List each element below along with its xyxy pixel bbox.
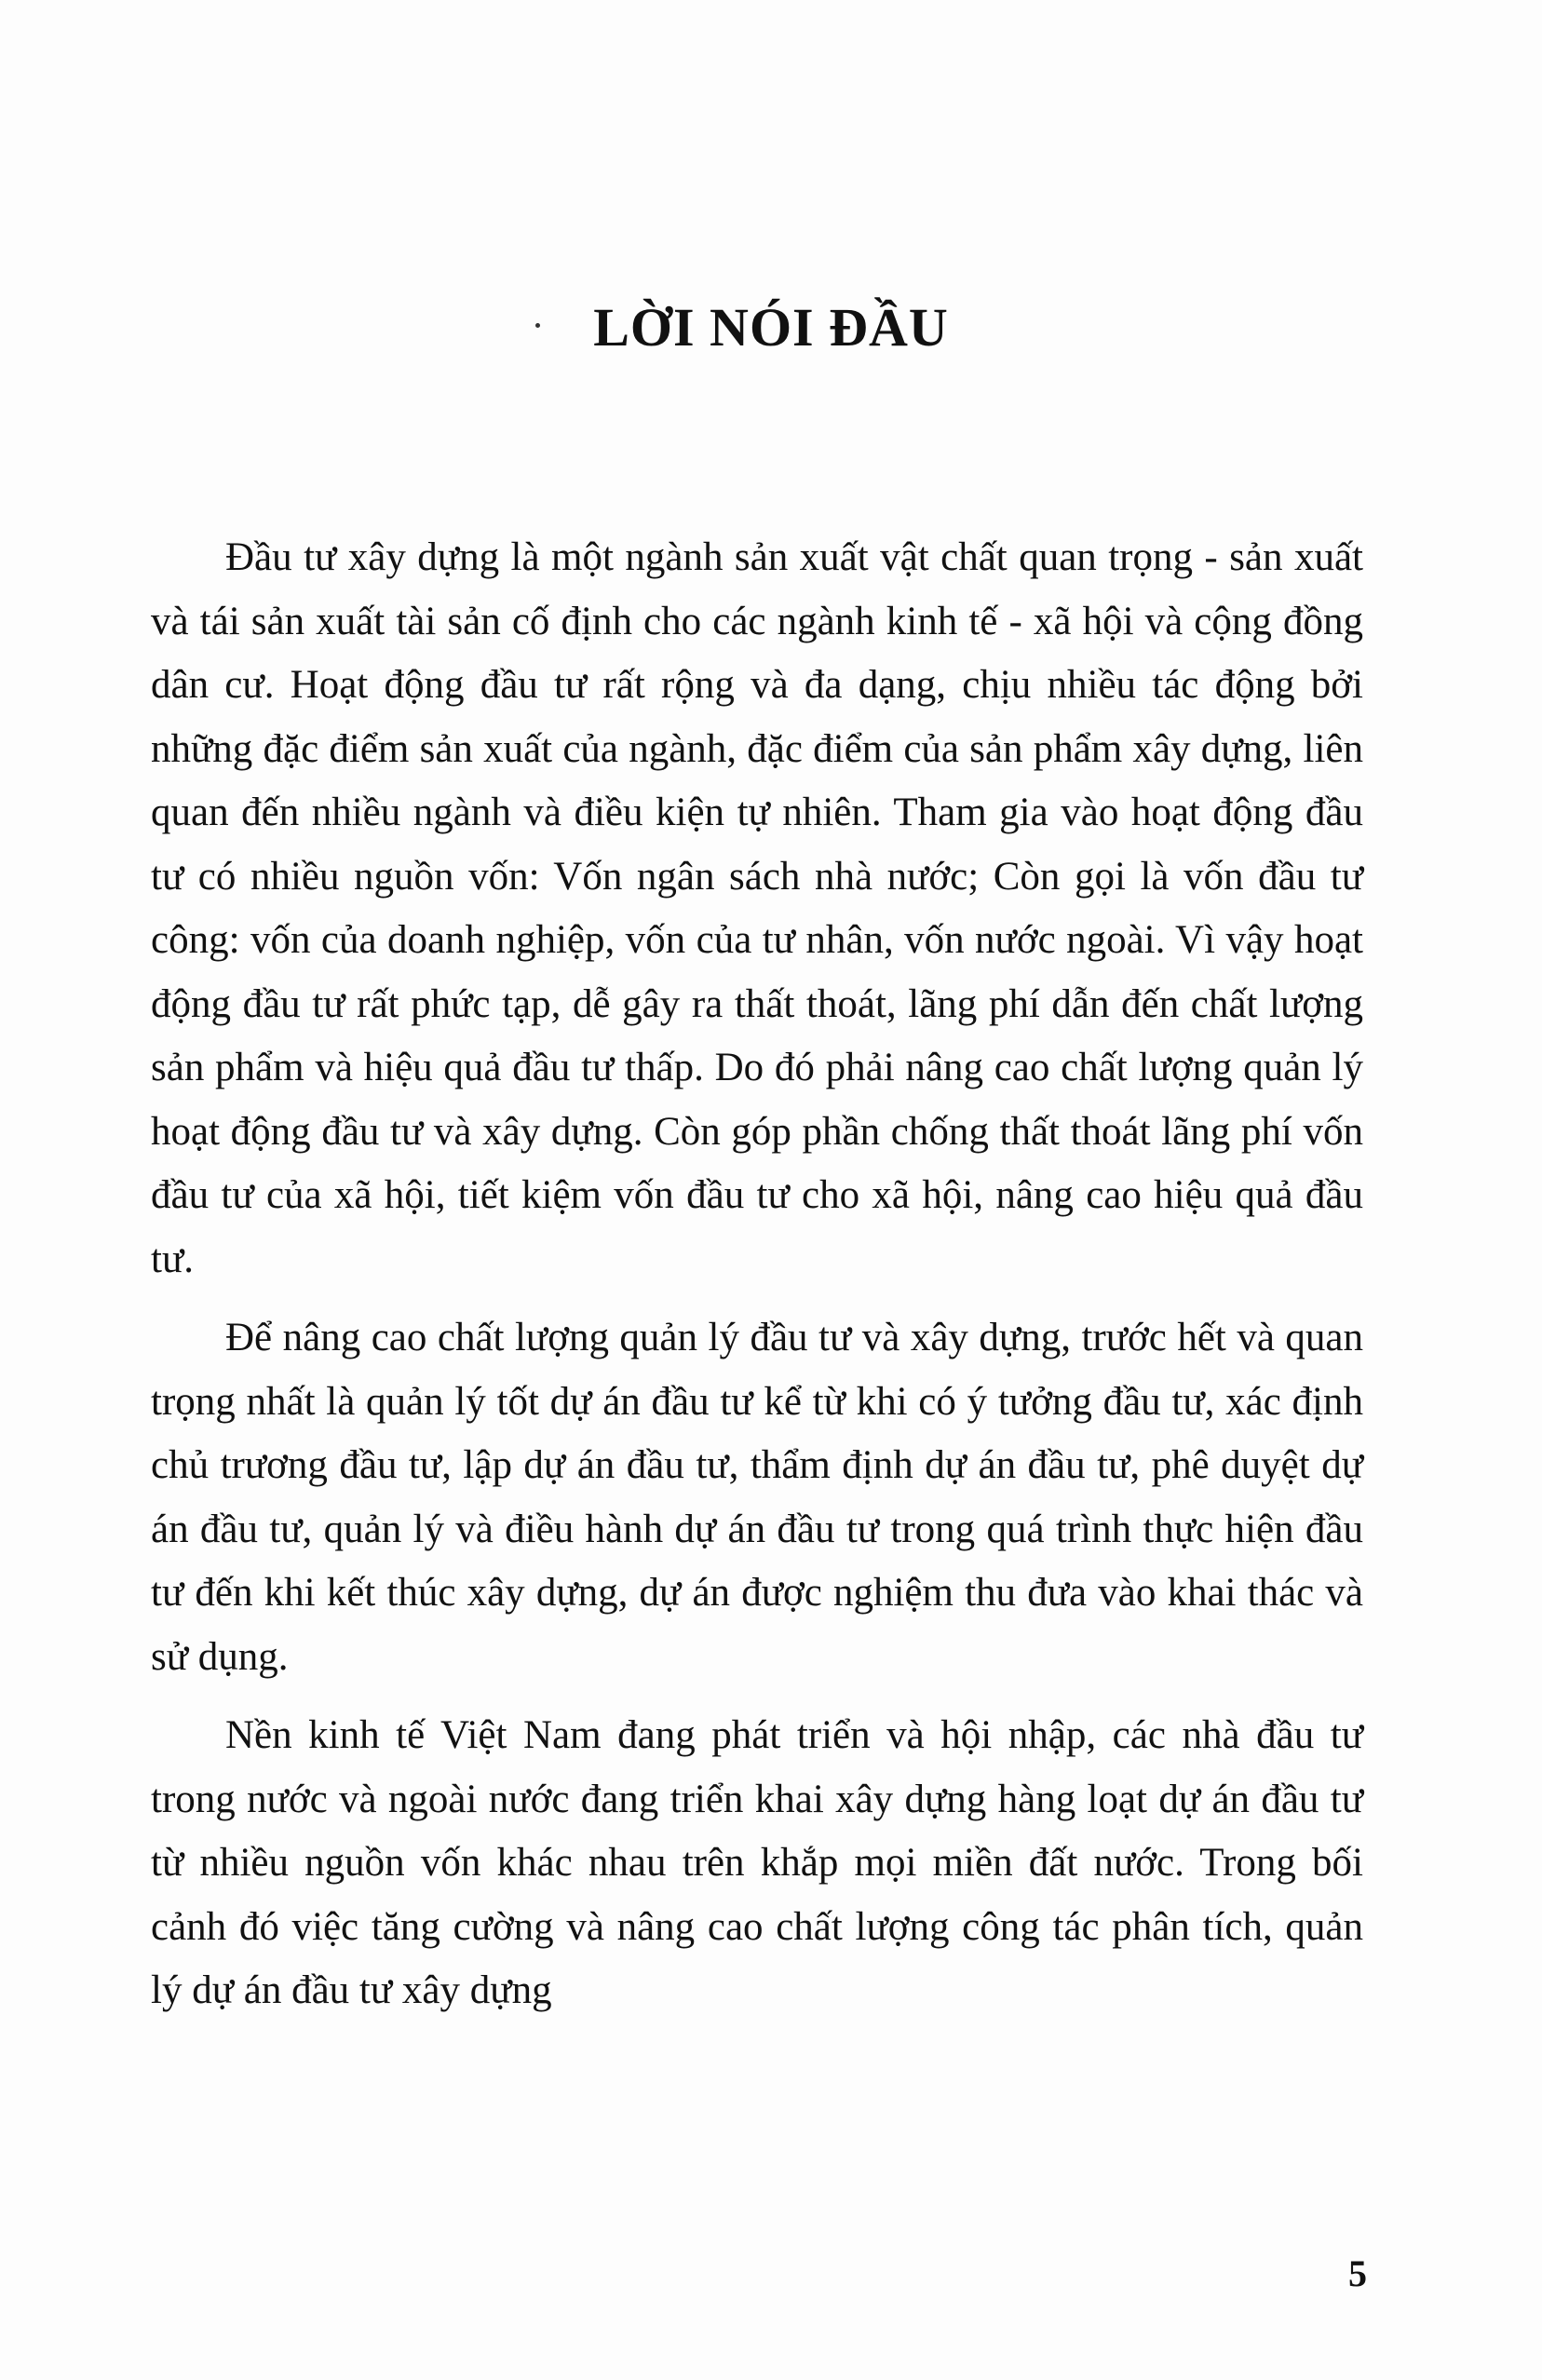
paragraph-3: Nền kinh tế Việt Nam đang phát triển và hội nhập, các nhà đầu tư trong nước và ngoài nước đang triển khai xây dựng hàng loạt dự án đầu tư từ nhiều nguồn vốn khác nhau trên khắp mọi miền đất nước. Trong bối cảnh đó việc tăng cường và nâng cao chất lượng công tác phân tích, quản lý dự án đầu tư xây dựng xyxy=(151,1713,1363,2012)
body-text xyxy=(151,526,1363,2038)
page-title: LỜI NÓI ĐẦU xyxy=(593,297,949,358)
paragraph-2: Để nâng cao chất lượng quản lý đầu tư và xây dựng, trước hết và quan trọng nhất là quản lý tốt dự án đầu tư kể từ khi có ý tưởng đầu tư, xác định chủ trương đầu tư, lập dự án đầu tư, thẩm định dự án đầu tư, phê duyệt dự án đầu tư, quản lý và điều hành dự án đầu tư trong quá trình thực hiện đầu tư đến khi kết thúc xây dựng, dự án được nghiệm thu đưa vào khai thác và sử dụng. xyxy=(151,1316,1363,1679)
page-number: 5 xyxy=(1348,2252,1367,2294)
paragraph-1: Đầu tư xây dựng là một ngành sản xuất vật chất quan trọng - sản xuất và tái sản xuất tài sản cố định cho các ngành kinh tế - xã hội và cộng đồng dân cư. Hoạt động đầu tư rất rộng và đa dạng, chịu nhiều tác động bởi những đặc điểm sản xuất của ngành, đặc điểm của sản phẩm xây dựng, liên quan đến nhiều ngành và điều kiện tự nhiên. Tham gia vào hoạt động đầu tư có nhiều nguồn vốn: Vốn ngân sách nhà nước; Còn gọi là vốn đầu tư công: vốn của doanh nghiệp, vốn của tư nhân, vốn nước ngoài. Vì vậy hoạt động đầu tư rất phức tạp, dễ gây ra thất thoát, lãng phí dẫn đến chất lượng sản phẩm và hiệu quả đầu tư thấp. Do đó phải nâng cao chất lượng quản lý hoạt động đầu tư và xây dựng. Còn góp phần chống thất thoát lãng phí vốn đầu tư của xã hội, tiết kiệm vốn đầu tư cho xã hội, nâng cao hiệu quả đầu tư. xyxy=(151,535,1363,1281)
